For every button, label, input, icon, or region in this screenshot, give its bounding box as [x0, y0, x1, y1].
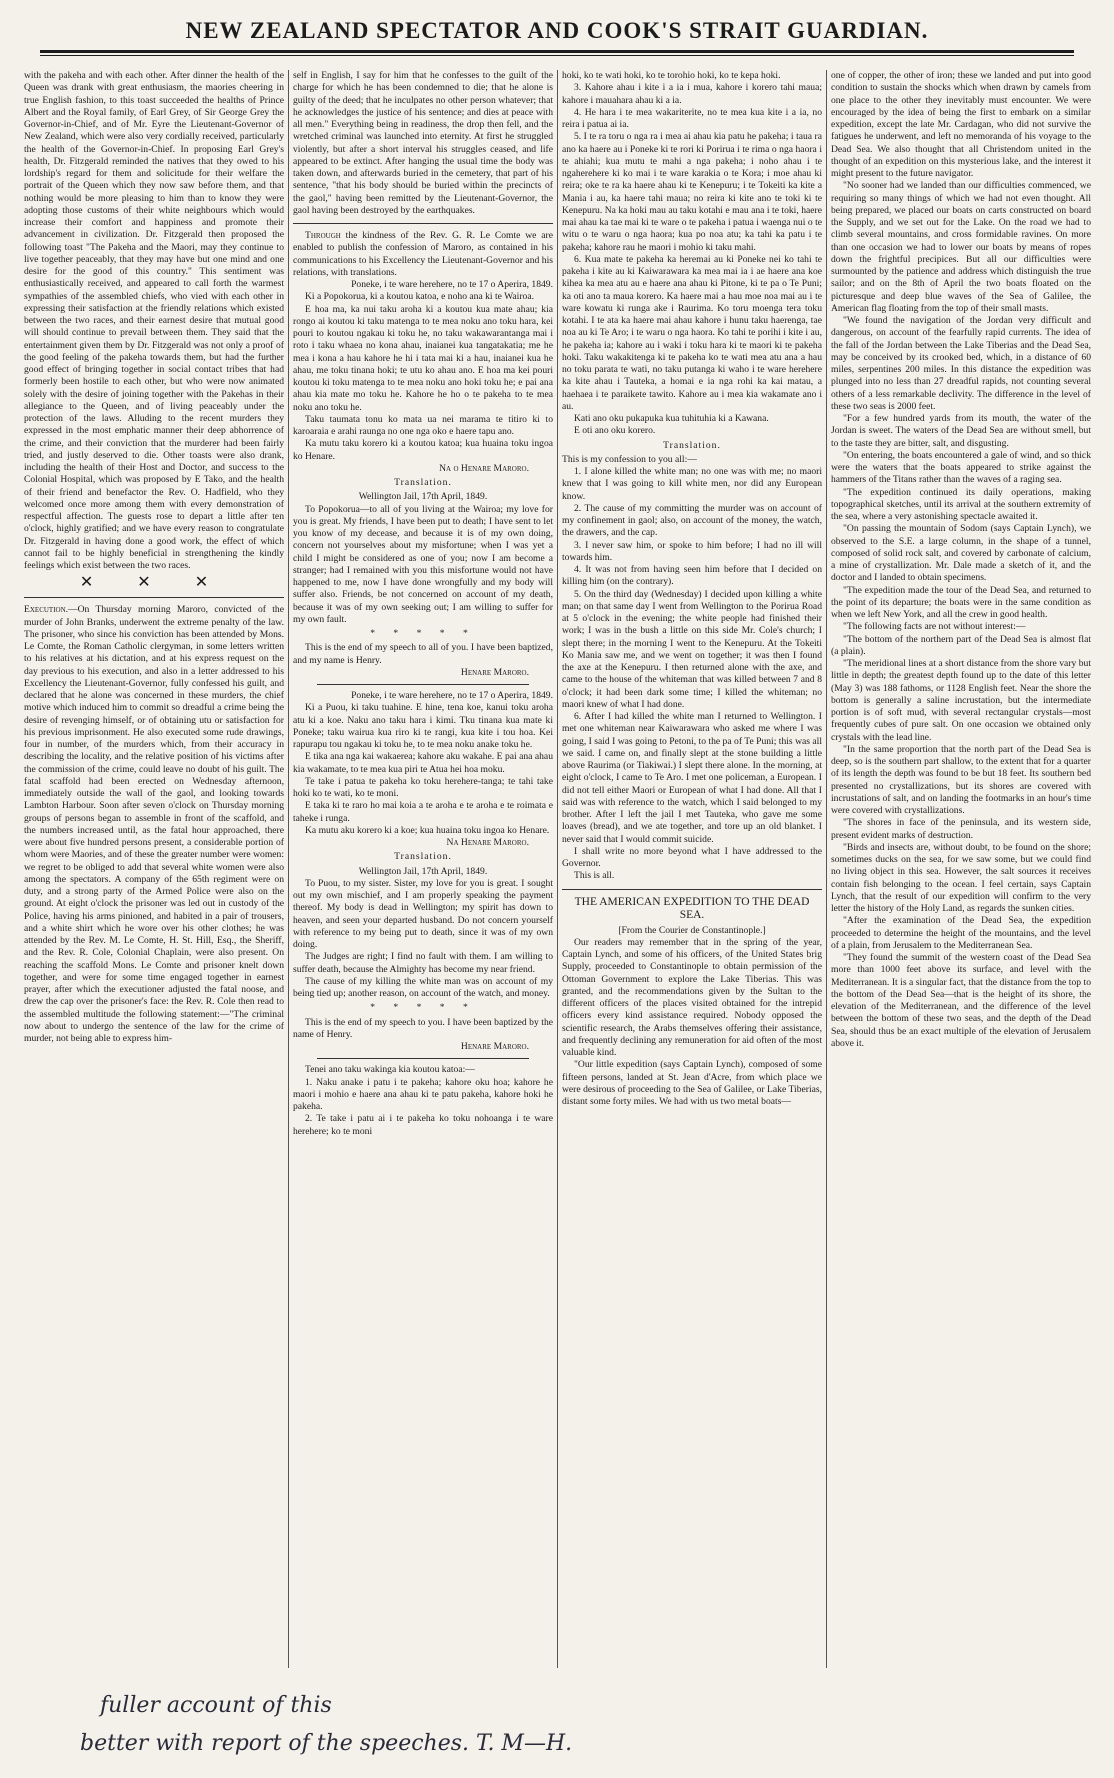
signature: Na Henare Maroro. [446, 837, 529, 848]
section-separator [24, 597, 284, 598]
paragraph: The cause of my killing the white man was on account of my being tied up; another reason, on account of the watch, and money. [293, 975, 553, 999]
paragraph: "Our little expedition (says Captain Lynch), composed of some fifteen persons, landed at St. Jean d'Acre, from which place we were desirous of proceeding to the Sea of Galilee, or Lake Tiberias, distant some forty miles. We had with us two metal boats— [562, 1059, 822, 1107]
paragraph: 4. He hara i te mea wakariterite, no te mea kua kite i a ia, no reira i patua ai ia. [562, 106, 822, 130]
paragraph: 2. The cause of my committing the murder was on account of my confinement in gaol; also, on account of the money, the watch, the drawers, and the cap. [562, 502, 822, 539]
paragraph [24, 604, 284, 1045]
paragraph: 1. I alone killed the white man; no one was with me; no maori knew that I was going to kill white men, nor did any European know. [562, 466, 822, 502]
paragraph: To Puou, to my sister. Sister, my love for you is great. I sought out my own mischief, and I am properly speaking the payment thereof. My body is dead in Wellington; my spirit has down to heaven, and seen your departed husband. Do not concern yourself with reference to my being put to death, since it was of my own doing. [293, 877, 553, 950]
section-heading: Translation. [394, 851, 452, 863]
handwritten-annotation [80, 1684, 780, 1764]
paragraph: one of copper, the other of iron; these we landed and put into good condition to sustain the shocks which when drawn by camels from one place to the other they inevitably must encounter. We were encouraged by the idea of being the first to embark on a similar expedition, except the late Mr. Cardagan, who did not survive the fatigues he underwent, and left no memoranda of his voyage to the Dead Sea. We also thought that all Christendom united in the thought of an expedition on this mysterious lake, and the interest it might present to the future navigator. [831, 70, 1091, 179]
paragraph: 2. Te take i patu ai i te pakeha ko toku nohoanga i te ware herehere; ko te moni [293, 1113, 553, 1137]
handwriting-line-2: better with report of the speeches. T. M—H. [80, 1731, 573, 1756]
paragraph: E oti ano oku korero. [574, 425, 656, 437]
paragraph: "The following facts are not without interest:— [843, 621, 1026, 633]
paragraph: "Birds and insects are, without doubt, to be found on the shore; sometimes ducks on the sea, for we saw some, but we could find no living object in this sea. However, the salt sources it receives contain fish belonging to the ocean. I feel certain, says Captain Lynch, that the result of our expedition will confirm to the very letter the history of the Holy Land, as regards the sunken cities. [831, 841, 1091, 914]
lead-word: Through [305, 230, 341, 241]
paragraph: "The expedition continued its daily operations, making topographical sketches, until its arrival at the southern extremity of the sea, where a very astonishing spectacle awaited it. [831, 486, 1091, 522]
signature: Na o Henare Maroro. [439, 462, 529, 474]
masthead [40, 16, 1074, 62]
paragraph: 1. Naku anake i patu i te pakeha; kahore oku hoa; kahore he maori i mohio e haere ana ahau ki te patu pakeha, kahore hoki he pakeha. [293, 1076, 553, 1112]
paragraph: "After the examination of the Dead Sea, the expedition proceeded to determine the height of the mountains, and the level of a plain, from Jerusalem to the Mediterranean Sea. [831, 915, 1091, 951]
ellipsis-stars: * * * * * [370, 628, 476, 639]
paragraph: E taka ki te raro ho mai koia a te aroha e te aroha e te roimata e taheke i runga. [293, 800, 553, 824]
paragraph: I shall write no more beyond what I have addressed to the Governor. [562, 845, 822, 869]
paragraph: This is the end of my speech to you. I have been baptized by the name of Henry. [293, 1016, 553, 1040]
paragraph: with the pakeha and with each other. After dinner the health of the Queen was drank with great enthusiasm, the maories cheering in true English fashion, to this toast succeeded the healths of Prince Albert and the Royal family, of Earl Grey, of Sir George Grey the Governor-in-Chief, and of Mr. Eyre the Lieutenant-Governor of New Zealand, which were also very cordially received, particularly the health of the Governor-in-Chief. In proposing Earl Grey's health, Dr. Fitzgerald reminded the natives that they owed to his lordship's regard for them and solicitude for their welfare the portrait of the Queen which they now saw before them, and that nothing would be more pleasing to him than to know they were adopting those customs of their white neighbours which would increase their comfort and happiness and promote their advancement in civilization. Dr. Fitzgerald then proposed the following toast "The Pakeha and the Maori, may they continue to live together peaceably, that they may have but one mind and one desire for the good of this country." This sentiment was enthusiastically received, and appeared to call forth the warmest sympathies of the assembled chiefs, who vied with each other in expressing their satisfaction at the friendly relations which existed between the two races, and their earnest desire that mutual good will should continue to prevail between them. They said that the entertainment given them by Dr. Fitzgerald was not only a proof of the good feeling of the pakeha towards them, but had the further good effect of bringing together in social contact tribes that had formerly been hostile to each other, but who were now animated solely with the desire of joining together with the Pakehas in their allegiance to the Queen, and of living peaceably under the protection of the laws. Alluding to the recent murders they expressed in the most emphatic manner their deep abhorrence of the crime, and their conviction that the murderer had been fairly tried, and justly deserved to die. Other toasts were also drank, including the health of their Host and Doctor, and success to the Colonial Hospital, which was proposed by E Tako, and the health of their friend and benefactor the Rev. O. Hadfield, who they welcomed once more among them with every demonstration of respectful affection. The guests rose to depart a little after ten o'clock, highly gratified; and we have every reason to congratulate Dr. Fitzgerald in having done a good work, the effect of which cannot fail to be highly beneficial in strengthening the kindly feelings which exist between the two races. [24, 70, 284, 571]
paragraph: 6. Kua mate te pakeha ka heremai au ki Poneke nei ko tahi te pakeha i kite au ki Kaiwarawara ka mea mai ia i ae haere ana koe kihea ka mea atu au e haere ana ahau ki Pitone, ki te pa o Te Puni; ka oti ano ta maua korero. Ka haere mai a hau moe noa mai au i te ware kowatu ki runga ake i Raurima. Ko toru moenga tera toku kotahi. I te ata ka haere mai ahau kahore i hunu taku haerenga, tae noa au ki Te Aro; i te waru o nga haora. Ko tahi te porihi i kite i au, he pakeha ia; kahore au i waki i toku hara ki te maori ki te pakeha hoki. Taku wakakitenga ki te pakeha ko te wati mea atu ana a hau no toku parata te wati, no taku putanga ki waho i te ware herehere ka kite ahau i Tauteka, a homai e ia nga rohi ka kai matau, a haehaea i te paraikete tawito. Kahore au i mea kia wakamate ano i au. [562, 253, 822, 412]
paragraph: 3. Kahore ahau i kite i a ia i mua, kahore i korero tahi maua; kahore i mauahara ahau ki a ia. [562, 82, 822, 106]
paragraph: Tenei ano taku wakinga kia koutou katoa:— [305, 1064, 475, 1076]
column-1 [24, 70, 284, 1668]
section-separator [317, 684, 529, 685]
handwriting-line-1: fuller account of this [100, 1693, 332, 1718]
paragraph: "In the same proportion that the north part of the Dead Sea is deep, so is the southern part shallow, to the extent that for a quarter of its length the depth was found to be but 18 feet. Its southern bed presented no crystallizations, but its shores are covered with incrustations of salt, and on landing the footmarks in an hour's time were covered with crystallizations. [831, 743, 1091, 816]
paragraph: This is all. [574, 870, 615, 882]
paragraph: Ki a Puou, ki taku tuahine. E hine, tena koe, kanui toku aroha atu ki a koe. Naku ano taku hara i kimi. Tku tinana kua mate ki Poneke; taku wairua kua riro ki te rangi, kua kite i tou hoa. Kei rapurapu tou ngakau ki toku he, to te mea noku anake toku he. [293, 702, 553, 750]
paragraph: Kati ano oku pukapuka kua tuhituhia ki a Kawana. [574, 413, 769, 424]
paragraph: "On entering, the boats encountered a gale of wind, and so thick were the waters that the boats appeared to strike against the hammers of the Titans rather than the waves of a raging sea. [831, 449, 1091, 486]
article-title: THE AMERICAN EXPEDITION TO THE DEAD SEA. [574, 895, 810, 921]
masthead-rule-thin [40, 55, 1074, 56]
paragraph: "The shores in face of the peninsula, and its western side, present evident marks of destruction. [831, 817, 1091, 841]
paragraph-text: —On Thursday morning Maroro, convicted of the murder of John Branks, underwent the extreme penalty of the law. The prisoner, who since his conviction has been attended by Mons. Le Comte, the Roman Catholic clergyman, in some letters written to his relatives at his dictation, and at his express request on the day previous to his execution, and also in a letter addressed to his Excellency the Lieutenant-Governor, fully confessed his guilt, and declared that he alone was concerned in these murders, the chief motive which induced him to commit so dreadful a crime being the desire of revenging himself, or of obtaining utu or satisfaction for his previous imprisonment. He also executed some rude drawings, four in number, of the murders which, from their accuracy in describing the locality, and the relative position of his victims after the commission of the crime, could leave no doubt of his guilt. The fatal scaffold had been erected on Wednesday afternoon, immediately outside the wall of the gaol, and looking towards Lambton Harbour. Soon after seven o'clock on Thursday morning groups of persons began to assemble in front of the scaffold, and the numbers increased until, as the fatal hour approached, there were about five hundred persons present, a considerable portion of whom were Maories, and of these the greater number were women: we regret to be obliged to add that several white women were also among the spectators. A company of the 65th regiment were on duty, and a strong party of the Armed Police were also on the ground. At eight o'clock the prisoner was led out in custody of the Police, having his arms pinioned, and habited in a pair of trousers, and a white shirt which he wore over his other clothes; he was attended by the Rev. M. Le Comte, H. St. Hill, Esq., the Sheriff, and the Rev. R. Cole, Colonial Chaplain, were also present. On reaching the scaffold Mons. Le Comte and prisoner knelt down together, and were for some time engaged together in earnest prayer, after which the executioner adjusted the fatal noose, and drew the cap over the prisoner's face: the Rev. R. Cole then read to the assembled multitude the following statement:—"The criminal now about to undergo the sentence of the law for the crime of murder, not being able to express him- [24, 604, 284, 1044]
paragraph: This is my confession to you all:— [562, 453, 697, 465]
paragraph: "For a few hundred yards from its mouth, the water of the Jordan is sweet. The waters of the Dead Sea are without smell, but to the taste they are bitter, salt, and disgusting. [831, 413, 1091, 449]
paragraph: Our readers may remember that in the spring of the year, Captain Lynch, and some of his officers, of the United States brig Supply, proceeded to Constantinople to obtain permission of the Ottoman Government to explore the Lake Tiberias. This was granted, and the recommendations given by the Sultan to the different officers of the places visited obtained for the intrepid officers every kind assistance required. Nobody opposed the scientific research, the Arabs themselves offering their assistance, and frequently declining any remuneration for aid often of the most valuable kind. [562, 936, 822, 1058]
lead-word: Execution. [24, 604, 69, 616]
paragraph: 4. It was not from having seen him before that I decided on killing him (on the contrary). [562, 564, 822, 588]
newspaper-title: NEW ZEALAND SPECTATOR AND COOK'S STRAIT GUARDIAN. [185, 18, 929, 43]
paragraph: Ka mutu taku korero ki a koutou katoa; kua huaina toku ingoa ko Henare. [293, 438, 553, 462]
paragraph: "The bottom of the northern part of the Dead Sea is almost flat (a plain). [831, 633, 1091, 657]
dateline: Wellington Jail, 17th April, 1849. [358, 491, 488, 503]
column-3 [562, 70, 822, 1668]
end-marks: ✕ ✕ ✕ [79, 574, 229, 592]
column-2 [293, 70, 553, 1668]
masthead-rule-thick [40, 50, 1074, 53]
article-source: [From the Courier de Constantinople.] [618, 924, 766, 936]
paragraph: E tika ana nga kai wakaerea; kahore aku wakahe. E pai ana ahau kia wakamate, to te mea kua piri te Atua hei hoa moku. [293, 751, 553, 775]
section-separator [562, 889, 822, 890]
paragraph: Taku taumata tonu ko mata ua nei marama te titiro ki to karoaraia e arahi raunga no one nga oko e haere tapu ano. [293, 413, 553, 437]
section-separator [293, 223, 553, 224]
dateline: Wellington Jail, 17th April, 1849. [358, 865, 488, 877]
paragraph: 3. I never saw him, or spoke to him before; I had no ill will towards him. [562, 539, 822, 563]
paragraph: self in English, I say for him that he confesses to the guilt of the charge for which he has been condemned to die; that he alone is guilty of the deed; that he inculpates no other person whatever; that he acknowledges the justice of his sentence; and dies at peace with all men." Everything being in readiness, the drop then fell, and the wretched criminal was launched into eternity. At first he struggled violently, but after a short interval his struggles ceased, and life appeared to be extinct. After hanging the usual time the body was taken down, and afterwards buried in the cemetery, that part of his sentence, "that his body should be buried within the precincts of the gaol," having been remitted by the Lieutenant-Governor, the gaol having been destroyed by the earthquakes. [293, 70, 553, 216]
paragraph: "No sooner had we landed than our difficulties commenced, we requiring so many things of which we had not even thought. All being prepared, we placed our boats on carts constructed on board the Supply, and we set out for the Lake. On the road we had to climb several mountains, and cross formidable ravines. On more than one occasion we had to lower our boats by means of ropes down the frightful precipices. But all our difficulties were surmounted by the patience and address which distinguish the true sailor; and on the 8th of April the two boats floated on the picturesque and deep blue waves of the Sea of Galilee, the American flag floating from the top of their small masts. [831, 180, 1091, 314]
paragraph: "They found the summit of the western coast of the Dead Sea more than 1000 feet above its surface, and level with the Mediterranean. It is a singular fact, that the distance from the top to the bottom of the Dead Sea—that is the height of its shore, the elevation of the Mediterranean, and the difference of the level between the bottom of these two seas, and the depth of the Dead Sea, should thus be an exact multiple of the elevation of Jerusalem above it. [831, 952, 1091, 1049]
signature: Henare Maroro. [460, 666, 529, 678]
section-heading: Translation. [663, 439, 721, 451]
ellipsis-stars: * * * * * [370, 1002, 476, 1014]
section-heading: Translation. [394, 477, 452, 488]
paragraph: The Judges are right; I find no fault with them. I am willing to suffer death, because the Almighty has become my near friend. [293, 951, 553, 975]
paragraph: "The expedition made the tour of the Dead Sea, and returned to the point of its departure; the boats were in the same condition as when we left New York, and all the crew in good health. [831, 584, 1091, 620]
paragraph-text: the kindness of the Rev. G. R. Le Comte we are enabled to publish the confession of Maroro, as contained in his communications to his Excellency the Lieutenant-Governor and his relations, with translations. [293, 230, 553, 278]
signature: Henare Maroro. [460, 1041, 529, 1052]
paragraph: "On passing the mountain of Sodom (says Captain Lynch), we observed to the S.E. a large column, in the shape of a tunnel, composed of solid rock salt, and covered by carbonate of calcium, a mine of crystallization. Mr. Dale made a sketch of it, and the doctor and I landed to obtain specimens. [831, 523, 1091, 584]
paragraph: Ki a Popokorua, ki a koutou katoa, e noho ana ki te Wairoa. [305, 291, 534, 303]
paragraph: hoki, ko te wati hoki, ko te torohio hoki, ko te kepa hoki. [562, 70, 781, 81]
paragraph: Ka mutu aku korero ki a koe; kua huaina toku ingoa ko Henare. [305, 824, 550, 836]
paragraph: E hoa ma, ka nui taku aroha ki a koutou kua mate ahau; kia rongo ai koutou ki taku matenga to te mea noku ano toku hara, kei pouri to koutou ngakau ki toku he, no taku wakawarantanga mai i roto i taku whaea no kona ahau, inaianei kua tangatakatia; me he mea i kona a hau kahore he hi i tata mai ki a hau, inaianei kua he ahau, me toku tinana hoki; te utu ko ahau ano. E hoa ma kei pouri koutou ki toku matenga to te mea noku ano hoki toku he; e pai ana ahau kia mate mo toku he. Kahore he ho o te pakeha to te mea noku ano toku he. [293, 303, 553, 413]
column-4 [831, 70, 1091, 1668]
paragraph [293, 230, 553, 279]
section-separator [317, 1058, 529, 1059]
paragraph: "We found the navigation of the Jordan very difficult and dangerous, on account of the fearfully rapid currents. The idea of the fall of the Jordan between the Lake Tiberias and the Dead Sea, may be conceived by its crooked bed, which, in a distance of 60 miles, serpentines 200 miles. In this distance the expedition was plunged into no less than 27 dreadful rapids, not counting several others of a less remarkable declivity. The difference in the level of these two seas is 2000 feet. [831, 315, 1091, 412]
paragraph: To Popokorua—to all of you living at the Wairoa; my love for you is great. My friends, I have been put to death; I have sent to let you know of my decease, and because it is of my own doing, concern not yourselves about my misfortune; when I was yet a child I might be considered as one of you; now I am become a stranger; had I remained with you this misfortune would not have happened to me, now I have done wrongfully and my body will suffer also. Friends, be not concerned on account of my death, because it was of my own seeking out; I am willing to suffer for my own fault. [293, 503, 553, 625]
page-columns [24, 70, 1092, 1668]
dateline: Poneke, i te ware herehere, no te 17 o Aperira, 1849. [351, 690, 553, 701]
paragraph: 6. After I had killed the white man I returned to Wellington. I met one whiteman near Kaiwarawara who asked me where I was going, I said I was going to Petoni, to the pa of Te Puni; this was all we said. I came on, and finally slept at the stone building a little above Raurima (or Tiakiwai.) I slept there alone. In the morning, at eight o'clock, I came to Te Aro. I met one policeman, a European. I did not tell either Maori or European of what I had done. All that I said was with reference to the watch, which I said belonged to my brother. After I left the jail I met Tauteka, who gave me some loaves (bread), and we ate together, and tore up an old blanket. I never said that I would commit suicide. [562, 711, 822, 845]
paragraph: "The meridional lines at a short distance from the shore vary but little in depth; the greatest depth found up to the date of this letter (May 3) was 188 fathoms, or 1128 English feet. Near the shore the bottom is generally a saline incrustation, but the intermediate portion is of soft mud, with several rectangular crystals—most frequently cubes of pure salt. On one occasion we obtained only crystals with the lead line. [831, 658, 1091, 743]
paragraph: This is the end of my speech to all of you. I have been baptized, and my name is Henry. [293, 642, 553, 666]
paragraph: 5. I te ra toru o nga ra i mea ai ahau kia patu he pakeha; i taua ra ano ka haere au i Poneke ki te rori ki Porirua i te rima o nga haora i te ahiahi; kua mutu te mahi a nga pakeha; i noho ahau i te ngaherehere ki ko mai i te ware karakia o te Kora; i moe ahau ki reira; oke te ra ka haere ahau ki te Kenepuru; i te Tokeiti ka kite a Mania i au, ka haere tahi maua; no reira ki kite ano te toki ki te Kenepuru. Na ka hoki mau au taku kotahi e mau ana i te toki, haere mai ahau ka tae mai ki te ware o te pakeha i patua i waenga nui o te witu o te waru o nga haora; kua po noa atu; ka tahi ka patu i te pakeha; kahore rau he maori i mohio ki taku mahi. [562, 131, 822, 253]
paragraph: Te take i patua te pakeha ko toku herehere-tanga; te tahi take hoki ko te wati, ko te moni. [293, 775, 553, 799]
paragraph: 5. On the third day (Wednesday) I decided upon killing a white man; on that same day I went from Wellington to the Porirua Road at 5 o'clock in the evening; the white people had finished their work; I was in the bush a little on this side Mr. Cole's church; I slept there; in the morning I went to the Kenepuru. At the Tokeiti Ko Mania saw me, and we went on together; it was then I found the axe at the Kenepuru. I then returned alone with the axe, and came to the house of the whiteman that was killed between 7 and 8 o'clock; it had been dark some time; I killed the whiteman; no maori knew of what I had done. [562, 588, 822, 710]
dateline: Poneke, i te ware herehere, no te 17 o Aperira, 1849. [351, 279, 553, 290]
